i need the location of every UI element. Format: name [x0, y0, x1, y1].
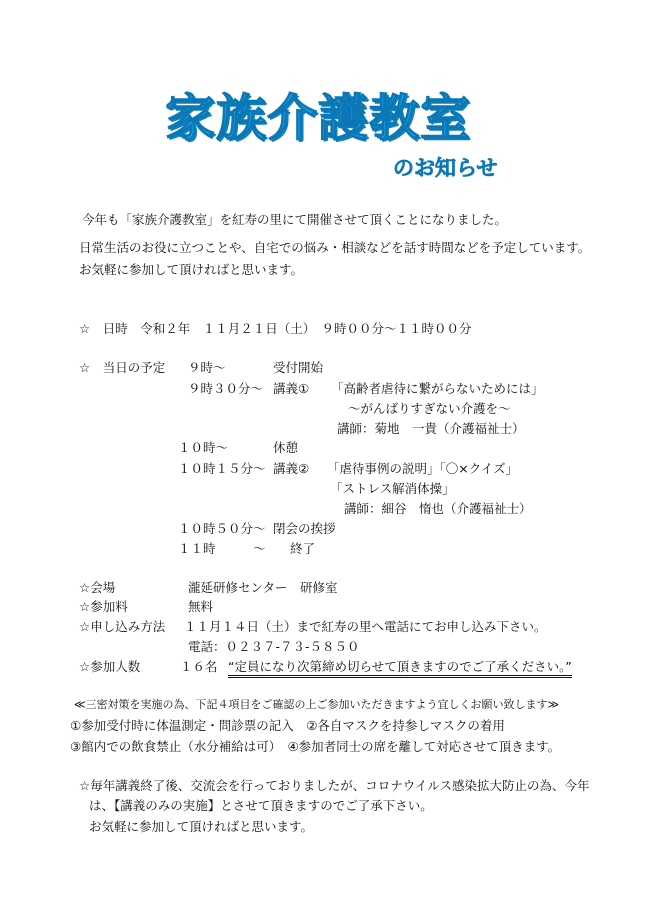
apply-value: １１月１４日（土）まで紅寿の里へ電話にてお申し込み下さい。	[184, 619, 547, 634]
footer-line-2: は、【講義のみの実施】とさせて頂きますのでご了承下さい。	[89, 798, 433, 813]
phone-value: 電話：０２３７-７３-５８５０	[188, 639, 360, 654]
schedule-detail-4c: 講師：細谷 惰也（介護福祉士）	[344, 501, 532, 516]
datetime: ☆ 日時 令和２年 １１月２１日（土） ９時００分～１１時００分	[79, 321, 472, 336]
schedule-detail-2b: ～がんばりすぎない介護を～	[348, 401, 511, 416]
schedule-time-3: １０時～	[178, 440, 229, 455]
footer-line-1: ☆毎年講義終了後、交流会を行っておりましたが、コロナウイルス感染拡大防止の為、今年	[79, 778, 590, 793]
venue-value: 瀧延研修センター 研修室	[188, 580, 338, 595]
schedule-time-6: １１時 ～	[178, 541, 266, 556]
schedule-time-4: １０時１５分～	[178, 461, 266, 476]
schedule-detail-2: 「高齢者虐待に繋がらないためには」	[331, 381, 544, 396]
intro-line-1: 今年も「家族介護教室」を紅寿の里にて開催させて頂くことになりました。	[82, 212, 508, 227]
fee-label: ☆参加料	[79, 599, 128, 614]
schedule-item-2: 講義①	[273, 381, 310, 396]
notice-item-1: ①参加受付時に体温測定・問診票の記入 ②各自マスクを持参しマスクの着用	[70, 718, 505, 733]
intro-line-2: 日常生活のお役に立つことや、自宅での悩み・相談などを話す時間などを予定しています。	[79, 240, 591, 255]
schedule-detail-4: 「虐待事例の説明」「〇×クイズ」	[327, 461, 518, 476]
schedule-item-6: 終了	[290, 541, 316, 556]
capacity-note: “定員になり次第締め切らせて頂きますのでご了承ください。”	[228, 659, 572, 678]
schedule-detail-4b: 「ストレス解消体操」	[330, 481, 455, 496]
notice-item-2: ③館内での飲食禁止（水分補給は可） ④参加者同士の席を離して対応させて頂きます。	[70, 739, 561, 754]
schedule-label: ☆ 当日の予定	[79, 360, 166, 375]
footer-line-3: お気軽に参加して頂ければと思います。	[89, 819, 314, 834]
capacity-value: １６名	[180, 659, 218, 674]
schedule-item-1: 受付開始	[273, 360, 324, 375]
page-subtitle: のお知らせ	[393, 156, 498, 180]
fee-value: 無料	[188, 599, 214, 614]
schedule-item-4: 講義②	[273, 461, 310, 476]
page-title: 家族介護教室	[165, 89, 471, 147]
schedule-time-2: ９時３０分～	[188, 381, 264, 396]
venue-label: ☆会場	[79, 580, 116, 595]
intro-line-3: お気軽に参加して頂ければと思います。	[79, 262, 304, 277]
apply-label: ☆申し込み方法	[79, 619, 166, 634]
notice-heading: ≪三密対策を実施の為、下記４項目をご確認の上ご参加いただきますよう宜しくお願い致します≫	[74, 698, 560, 711]
schedule-time-1: ９時～	[188, 360, 226, 375]
capacity-label: ☆参加人数	[79, 659, 141, 674]
schedule-detail-2c: 講師：菊地 一貴（介護福祉士）	[337, 421, 525, 436]
schedule-time-5: １０時５０分～	[178, 521, 266, 536]
schedule-item-5: 閉会の挨拶	[273, 521, 336, 536]
schedule-item-3: 休憩	[273, 440, 299, 455]
